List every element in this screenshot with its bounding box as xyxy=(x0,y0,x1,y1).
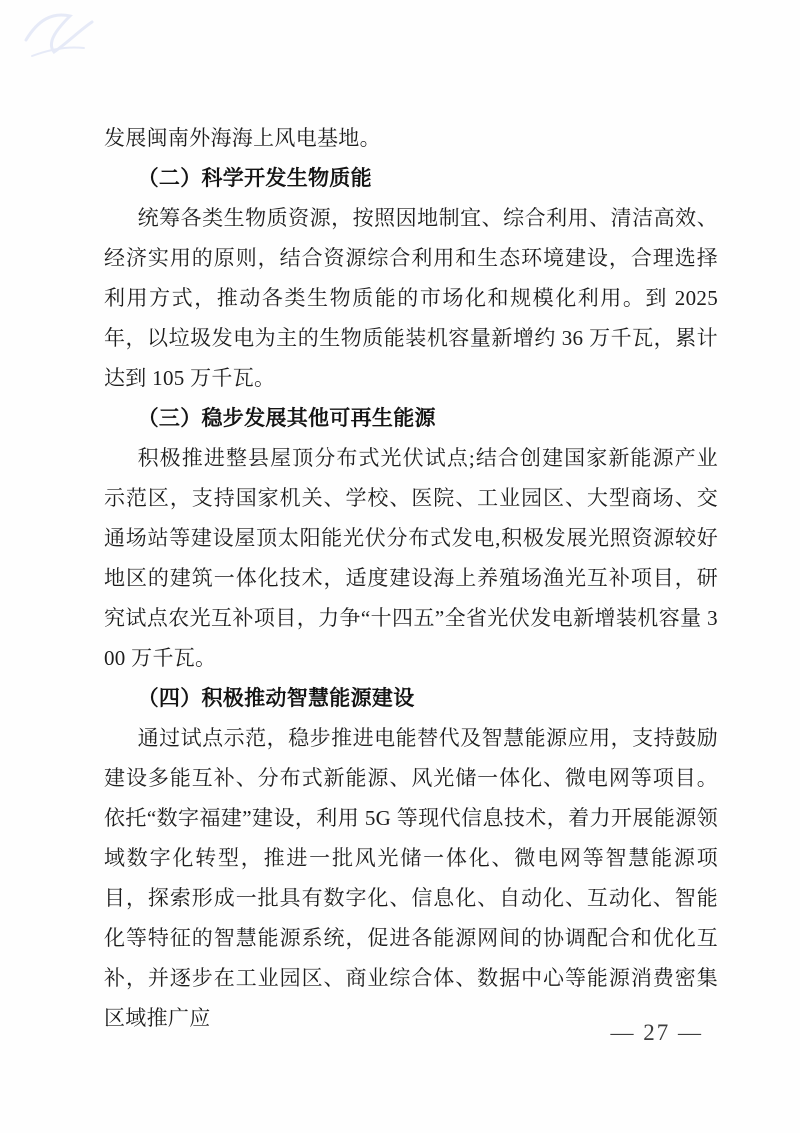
pen-scribble-artifact xyxy=(18,2,108,72)
document-content xyxy=(104,118,718,1038)
paragraph-biomass: 统筹各类生物质资源，按照因地制宜、综合利用、清洁高效、经济实用的原则，结合资源综合利用和生态环境建设，合理选择利用方式，推动各类生物质能的市场化和规模化利用。到 2025 年，以垃圾发电为主的生物质能装机容量新增约 36 万千瓦，累计达到 105 万千瓦。 xyxy=(104,206,718,390)
section-heading-smart-energy: （四）积极推动智慧能源建设 xyxy=(137,686,415,710)
section-heading-other-renewables: （三）稳步发展其他可再生能源 xyxy=(137,406,436,430)
paragraph-other-renewables: 积极推进整县屋顶分布式光伏试点;结合创建国家新能源产业示范区，支持国家机关、学校、医院、工业园区、大型商场、交通场站等建设屋顶太阳能光伏分布式发电,积极发展光照资源较好地区的建筑一体化技术，适度建设海上养殖场渔光互补项目，研究试点农光互补项目，力争“十四五”全省光伏发电新增装机容量 300 万千瓦。 xyxy=(104,446,718,670)
section-heading-biomass: （二）科学开发生物质能 xyxy=(137,166,372,190)
paragraph-continuation: 发展闽南外海海上风电基地。 xyxy=(104,126,381,150)
page-number: — 27 — xyxy=(610,1020,703,1045)
paragraph-smart-energy: 通过试点示范，稳步推进电能替代及智慧能源应用，支持鼓励建设多能互补、分布式新能源、风光储一体化、微电网等项目。依托“数字福建”建设，利用 5G 等现代信息技术，着力开展能源领域数字化转型，推进一批风光储一体化、微电网等智慧能源项目，探索形成一批具有数字化、信息化、自动化、互动化、智能化等特征的智慧能源系统，促进各能源网间的协调配合和优化互补，并逐步在工业园区、商业综合体、数据中心等能源消费密集区域推广应 xyxy=(104,726,718,1030)
